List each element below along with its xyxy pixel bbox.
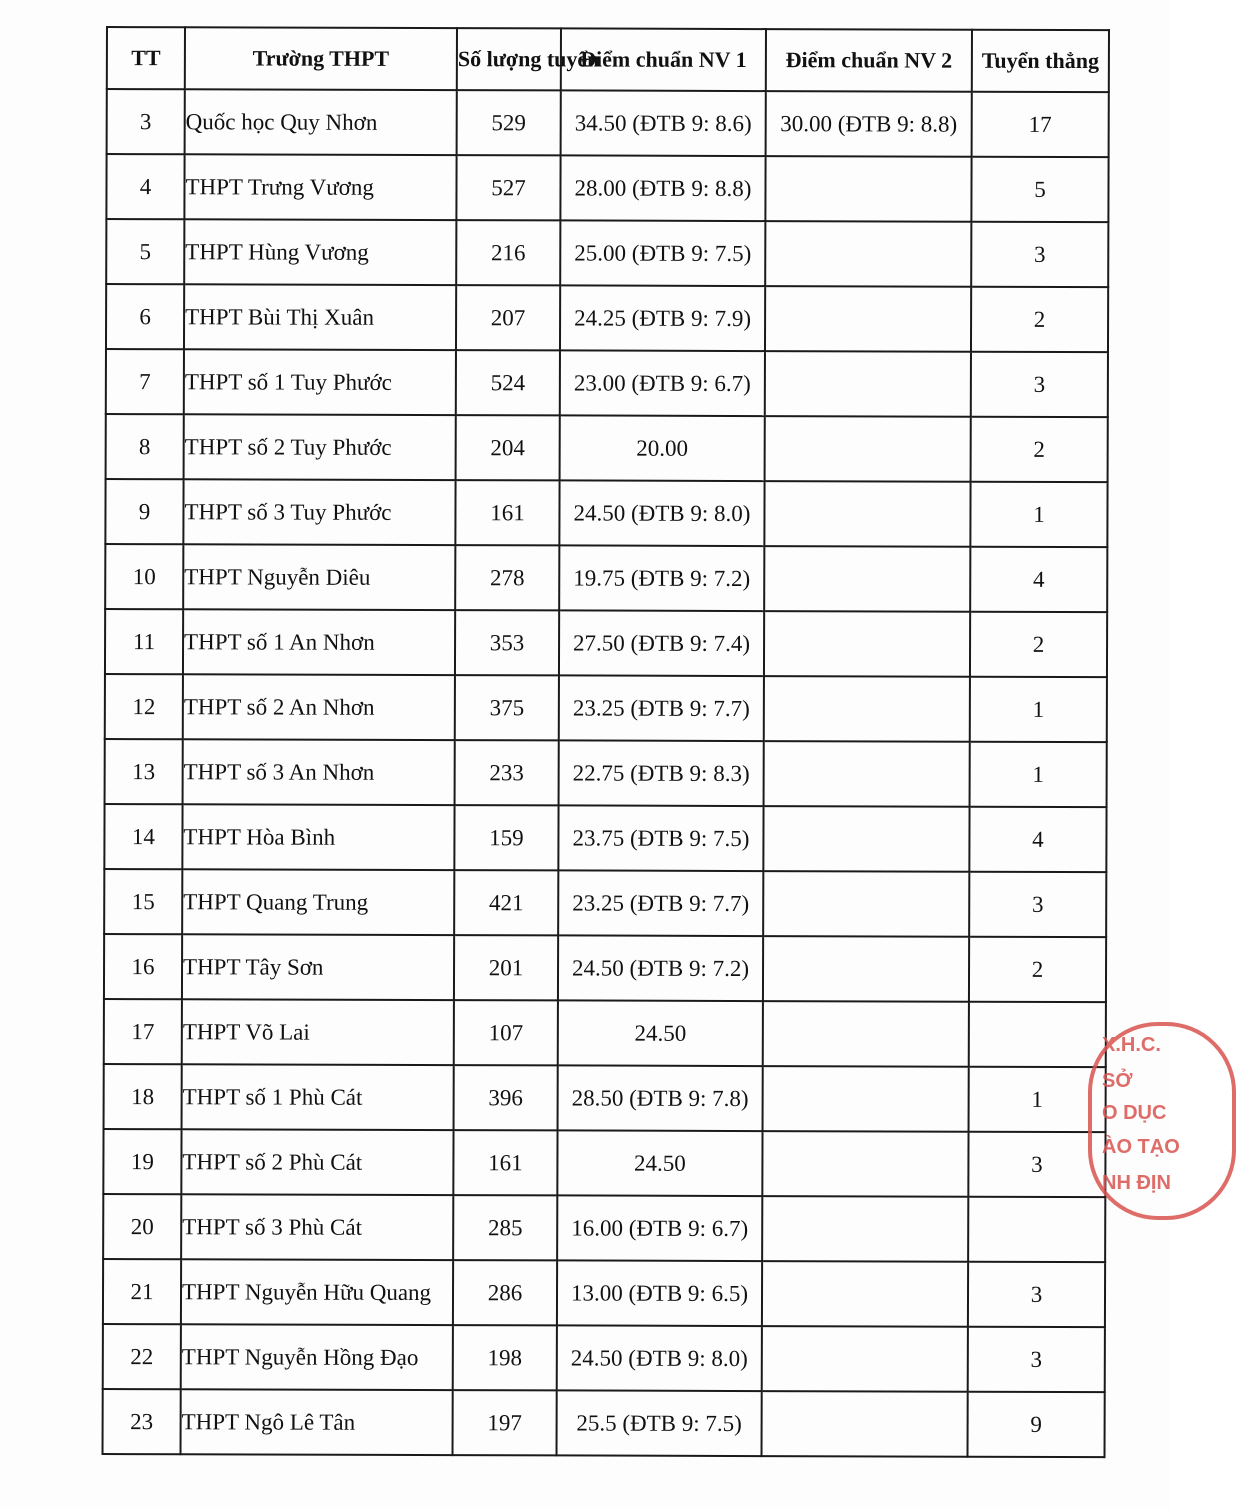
cell-school: THPT Hòa Bình <box>182 804 454 870</box>
cell-direct-admission: 4 <box>969 807 1106 872</box>
cell-tt: 18 <box>104 1064 182 1129</box>
cell-direct-admission: 2 <box>971 417 1108 482</box>
cell-tt: 5 <box>106 219 184 284</box>
table-row <box>107 89 1109 157</box>
table-row <box>105 479 1107 547</box>
cell-direct-admission: 3 <box>971 222 1108 287</box>
cell-school: THPT Hùng Vương <box>184 219 456 285</box>
cell-nv1: 23.25 (ĐTB 9: 7.7) <box>558 870 763 936</box>
table-row <box>103 1324 1105 1392</box>
cell-school: THPT Trưng Vương <box>184 154 456 220</box>
cell-nv2 <box>764 481 970 547</box>
cell-direct-admission: 3 <box>969 872 1106 937</box>
table-row <box>106 154 1108 222</box>
cell-nv2 <box>764 611 970 677</box>
cell-quantity: 353 <box>455 610 559 675</box>
cell-school: THPT Tây Sơn <box>182 934 454 1000</box>
cell-quantity: 159 <box>454 805 558 870</box>
cell-direct-admission: 9 <box>968 1392 1105 1457</box>
header-nv2: Điểm chuẩn NV 2 <box>766 29 972 92</box>
cell-quantity: 286 <box>453 1260 557 1325</box>
cell-school: THPT Quang Trung <box>182 869 454 935</box>
cell-nv1: 24.25 (ĐTB 9: 7.9) <box>560 285 765 351</box>
header-school: Trường THPT <box>185 27 457 90</box>
table-row <box>104 804 1106 872</box>
table-row <box>104 869 1106 937</box>
cell-quantity: 396 <box>454 1065 558 1130</box>
stamp-text: X.H.C. <box>1102 1034 1161 1056</box>
cell-nv1: 24.50 <box>558 1000 763 1066</box>
table-header-row <box>107 27 1109 92</box>
cell-nv2 <box>762 1131 968 1197</box>
cell-nv2 <box>762 1196 968 1262</box>
cell-tt: 17 <box>104 999 182 1064</box>
cell-nv2 <box>764 676 970 742</box>
cell-direct-admission: 1 <box>969 1067 1106 1132</box>
table-row <box>105 674 1107 742</box>
cell-nv2 <box>763 936 969 1002</box>
cell-school: THPT số 1 Tuy Phước <box>184 349 456 415</box>
cell-tt: 19 <box>103 1129 181 1194</box>
cell-tt: 14 <box>104 804 182 869</box>
cell-quantity: 216 <box>456 220 560 285</box>
admission-scores-table <box>102 26 1110 1458</box>
table-row <box>105 544 1107 612</box>
cell-nv2 <box>764 546 970 612</box>
cell-nv2 <box>765 286 971 352</box>
cell-tt: 13 <box>105 739 183 804</box>
cell-quantity: 421 <box>454 870 558 935</box>
cell-nv1: 23.00 (ĐTB 9: 6.7) <box>560 350 765 416</box>
cell-quantity: 529 <box>457 90 561 155</box>
cell-nv2 <box>762 1261 968 1327</box>
header-quantity: Số lượng tuyển <box>457 28 561 90</box>
cell-nv2 <box>765 416 971 482</box>
official-seal-stamp <box>1088 1022 1236 1220</box>
cell-quantity: 197 <box>453 1390 557 1455</box>
cell-school: THPT số 3 An Nhơn <box>183 739 455 805</box>
table-row <box>103 1259 1105 1327</box>
table-body <box>103 89 1109 1457</box>
stamp-text: O DỤC <box>1102 1102 1167 1124</box>
cell-direct-admission: 1 <box>970 742 1107 807</box>
cell-quantity: 201 <box>454 935 558 1000</box>
cell-tt: 6 <box>106 284 184 349</box>
cell-school: Quốc học Quy Nhơn <box>185 89 457 155</box>
cell-nv1: 16.00 (ĐTB 9: 6.7) <box>557 1195 762 1261</box>
cell-quantity: 285 <box>453 1195 557 1260</box>
table-row <box>106 349 1108 417</box>
cell-tt: 9 <box>105 479 183 544</box>
cell-quantity: 375 <box>455 675 559 740</box>
cell-nv2 <box>763 1001 969 1067</box>
cell-direct-admission: 2 <box>970 612 1107 677</box>
cell-tt: 12 <box>105 674 183 739</box>
cell-nv1: 25.00 (ĐTB 9: 7.5) <box>560 220 765 286</box>
cell-nv1: 19.75 (ĐTB 9: 7.2) <box>559 545 764 611</box>
cell-direct-admission: 1 <box>970 482 1107 547</box>
header-tt: TT <box>107 27 185 89</box>
cell-tt: 16 <box>104 934 182 999</box>
table-row <box>103 1129 1105 1197</box>
cell-tt: 23 <box>103 1389 181 1454</box>
cell-nv2 <box>762 1391 968 1457</box>
cell-nv2 <box>764 741 970 807</box>
cell-nv2 <box>765 351 971 417</box>
cell-quantity: 107 <box>454 1000 558 1065</box>
cell-tt: 21 <box>103 1259 181 1324</box>
cell-school: THPT số 1 An Nhơn <box>183 609 455 675</box>
cell-school: THPT số 2 Phù Cát <box>181 1129 453 1195</box>
table-row <box>103 1194 1105 1262</box>
cell-direct-admission: 1 <box>970 677 1107 742</box>
cell-nv2: 30.00 (ĐTB 9: 8.8) <box>766 91 972 157</box>
table-row <box>105 609 1107 677</box>
table-row <box>105 739 1107 807</box>
cell-quantity: 233 <box>455 740 559 805</box>
stamp-text: SỞ <box>1102 1070 1133 1092</box>
table-row <box>106 284 1108 352</box>
cell-school: THPT Nguyễn Diêu <box>183 544 455 610</box>
cell-direct-admission <box>969 1002 1106 1067</box>
cell-quantity: 204 <box>456 415 560 480</box>
table-row <box>106 414 1108 482</box>
cell-tt: 11 <box>105 609 183 674</box>
cell-nv1: 24.50 <box>557 1130 762 1196</box>
cell-school: THPT Võ Lai <box>182 999 454 1065</box>
cell-school: THPT số 2 Tuy Phước <box>184 414 456 480</box>
cell-nv2 <box>763 1066 969 1132</box>
cell-nv1: 22.75 (ĐTB 9: 8.3) <box>559 740 764 806</box>
cell-nv1: 28.50 (ĐTB 9: 7.8) <box>558 1065 763 1131</box>
table-row <box>104 1064 1106 1132</box>
cell-school: THPT số 3 Tuy Phước <box>183 479 455 545</box>
cell-direct-admission: 5 <box>971 157 1108 222</box>
cell-nv1: 24.50 (ĐTB 9: 8.0) <box>557 1325 762 1391</box>
cell-school: THPT Nguyễn Hữu Quang <box>181 1259 453 1325</box>
cell-school: THPT Nguyễn Hồng Đạo <box>181 1324 453 1390</box>
table-row <box>104 999 1106 1067</box>
cell-quantity: 207 <box>456 285 560 350</box>
header-nv1: Điểm chuẩn NV 1 <box>561 28 766 91</box>
cell-nv1: 23.25 (ĐTB 9: 7.7) <box>559 675 764 741</box>
cell-nv1: 20.00 <box>560 415 765 481</box>
table-row <box>104 934 1106 1002</box>
cell-school: THPT Ngô Lê Tân <box>181 1389 453 1455</box>
cell-nv1: 25.5 (ĐTB 9: 7.5) <box>557 1390 762 1456</box>
cell-direct-admission: 3 <box>968 1327 1105 1392</box>
cell-tt: 22 <box>103 1324 181 1389</box>
cell-tt: 20 <box>103 1194 181 1259</box>
cell-school: THPT số 1 Phù Cát <box>182 1064 454 1130</box>
cell-tt: 4 <box>106 154 184 219</box>
stamp-text: ÀO TẠO <box>1102 1136 1180 1158</box>
cell-nv2 <box>763 871 969 937</box>
cell-direct-admission <box>968 1197 1105 1262</box>
cell-tt: 7 <box>106 349 184 414</box>
cell-school: THPT Bùi Thị Xuân <box>184 284 456 350</box>
table-row <box>106 219 1108 287</box>
header-direct-admission: Tuyển thẳng <box>972 30 1109 92</box>
cell-tt: 8 <box>106 414 184 479</box>
cell-tt: 10 <box>105 544 183 609</box>
cell-direct-admission: 3 <box>971 352 1108 417</box>
cell-direct-admission: 17 <box>972 92 1109 157</box>
cell-nv1: 24.50 (ĐTB 9: 8.0) <box>559 480 764 546</box>
cell-nv2 <box>762 1326 968 1392</box>
table-row <box>103 1389 1105 1457</box>
cell-direct-admission: 3 <box>968 1262 1105 1327</box>
cell-tt: 3 <box>107 89 185 154</box>
cell-direct-admission: 2 <box>969 937 1106 1002</box>
cell-quantity: 198 <box>453 1325 557 1390</box>
cell-nv1: 34.50 (ĐTB 9: 8.6) <box>561 90 766 156</box>
stamp-text: NH ĐỊN <box>1102 1172 1171 1194</box>
cell-nv2 <box>765 221 971 287</box>
cell-school: THPT số 2 An Nhơn <box>183 674 455 740</box>
cell-quantity: 161 <box>453 1130 557 1195</box>
cell-quantity: 524 <box>456 350 560 415</box>
cell-direct-admission: 4 <box>970 547 1107 612</box>
cell-school: THPT số 3 Phù Cát <box>181 1194 453 1260</box>
cell-nv1: 24.50 (ĐTB 9: 7.2) <box>558 935 763 1001</box>
cell-quantity: 278 <box>455 545 559 610</box>
cell-nv1: 27.50 (ĐTB 9: 7.4) <box>559 610 764 676</box>
cell-nv1: 13.00 (ĐTB 9: 6.5) <box>557 1260 762 1326</box>
cell-direct-admission: 3 <box>968 1132 1105 1197</box>
cell-nv1: 28.00 (ĐTB 9: 8.8) <box>560 155 765 221</box>
cell-quantity: 527 <box>456 155 560 220</box>
cell-nv1: 23.75 (ĐTB 9: 7.5) <box>558 805 763 871</box>
cell-nv2 <box>763 806 969 872</box>
cell-tt: 15 <box>104 869 182 934</box>
cell-direct-admission: 2 <box>971 287 1108 352</box>
cell-nv2 <box>765 156 971 222</box>
cell-quantity: 161 <box>455 480 559 545</box>
